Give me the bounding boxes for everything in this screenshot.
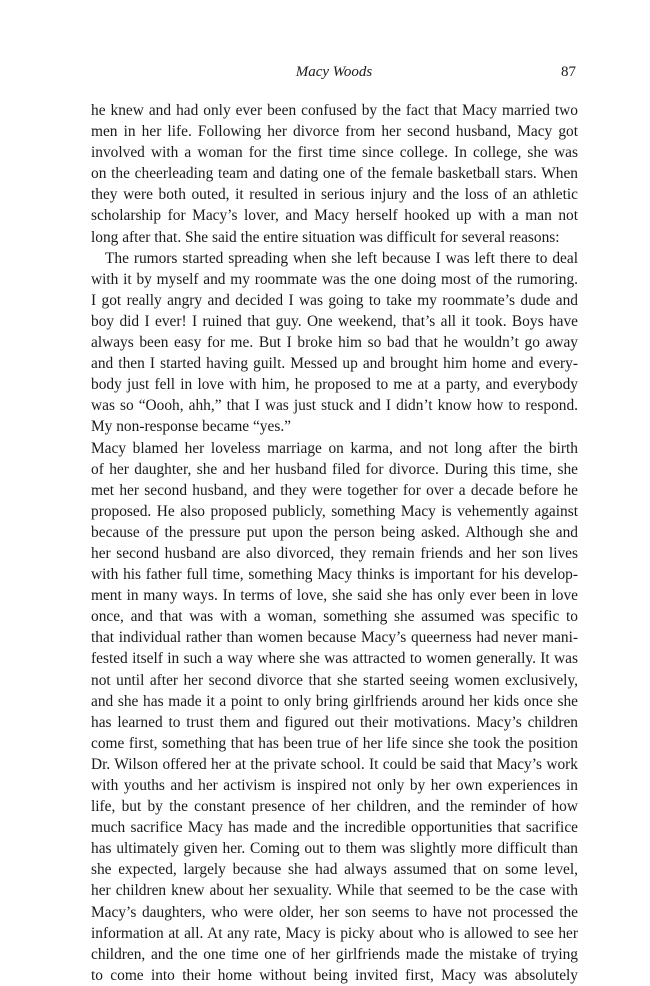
text-line: I got really angry and decided I was going to take my roommate’s dude and <box>91 291 578 309</box>
text-line: not until after her second divorce that she started seeing women exclusively, <box>91 671 578 689</box>
body-text <box>91 100 578 986</box>
running-header <box>92 64 576 88</box>
paragraph <box>91 100 578 248</box>
text-line: involved with a woman for the first time since college. In college, she was <box>91 144 578 162</box>
text-line: come first, something that has been true of her life since she took the position <box>91 734 578 752</box>
text-line: My non-response became “yes.” <box>91 418 292 436</box>
running-title: Macy Woods <box>295 64 373 80</box>
text-line: fested itself in such a way where she was attracted to women generally. It was <box>91 650 578 668</box>
text-line: has learned to trust them and figured out their motivations. Macy’s children <box>91 713 578 731</box>
text-line: scholarship for Macy’s lover, and Macy herself hooked up with a man not <box>91 207 578 225</box>
text-line: children, and the one time one of her girlfriends made the mistake of trying <box>91 945 578 963</box>
text-line: to come into their home without being invited first, Macy was absolutely <box>91 966 578 984</box>
text-line: The rumors started spreading when she left because I was left there to deal <box>105 249 578 267</box>
text-line: that individual rather than women because Macy’s queerness had never mani- <box>91 629 578 647</box>
text-line: men in her life. Following her divorce from her second husband, Macy got <box>91 123 578 141</box>
text-line: Macy’s daughters, who were older, her son seems to have not processed the <box>91 903 578 921</box>
text-line: ment in many ways. In terms of love, she said she has only ever been in love <box>91 587 578 605</box>
text-line: because of the pressure put upon the person being asked. Although she and <box>91 523 578 541</box>
text-line: they were both outed, it resulted in serious injury and the loss of an athletic <box>91 186 578 204</box>
text-line: body just fell in love with him, he proposed to me at a party, and everybody <box>91 376 578 394</box>
text-line: much sacrifice Macy has made and the incredible opportunities that sacrifice <box>91 819 578 837</box>
page-number: 87 <box>561 64 576 80</box>
text-line: he knew and had only ever been confused by the fact that Macy married two <box>91 102 578 119</box>
text-line: Macy blamed her loveless marriage on karma, and not long after the birth <box>91 439 578 457</box>
text-line: she expected, largely because she had always assumed that on some level, <box>91 861 578 879</box>
text-line: information at all. At any rate, Macy is picky about who is allowed to see her <box>91 924 578 942</box>
text-line: with it by myself and my roommate was the one doing most of the rumoring. <box>91 270 578 288</box>
text-line: boy did I ever! I ruined that guy. One weekend, that’s all it took. Boys have <box>91 312 578 330</box>
text-line: met her second husband, and they were together for over a decade before he <box>91 481 578 499</box>
text-line: long after that. She said the entire situation was difficult for several reasons: <box>91 228 560 246</box>
block-quote <box>91 248 578 438</box>
text-line: of her daughter, she and her husband filed for divorce. During this time, she <box>91 460 578 478</box>
text-line: has ultimately given her. Coming out to them was slightly more difficult than <box>91 840 578 858</box>
text-line: Dr. Wilson offered her at the private school. It could be said that Macy’s work <box>91 755 578 773</box>
text-line: on the cheerleading team and dating one of the female basketball stars. When <box>91 165 578 183</box>
text-line: proposed. He also proposed publicly, something Macy is vehemently against <box>91 502 578 520</box>
text-line: with youths and her activism is inspired not only by her own experiences in <box>91 777 578 794</box>
text-line: and she has made it a point to only bring girlfriends around her kids once she <box>91 692 578 710</box>
text-line: life, but by the constant presence of her children, and the reminder of how <box>91 798 578 816</box>
text-line: her children knew about her sexuality. While that seemed to be the case with <box>91 882 578 900</box>
text-line: always been easy for me. But I broke him so bad that he wouldn’t go away <box>91 334 578 352</box>
text-line: her second husband are also divorced, they remain friends and her son lives <box>91 544 578 562</box>
text-line: and then I started having guilt. Messed up and brought him home and every- <box>91 355 578 373</box>
paragraph <box>91 438 578 986</box>
text-line: once, and that was with a woman, something she assumed was specific to <box>91 608 578 626</box>
text-line: with his father full time, something Macy thinks is important for his develop- <box>91 566 578 584</box>
text-line: was so “Oooh, ahh,” that I was just stuck and I didn’t know how to respond. <box>91 397 578 415</box>
